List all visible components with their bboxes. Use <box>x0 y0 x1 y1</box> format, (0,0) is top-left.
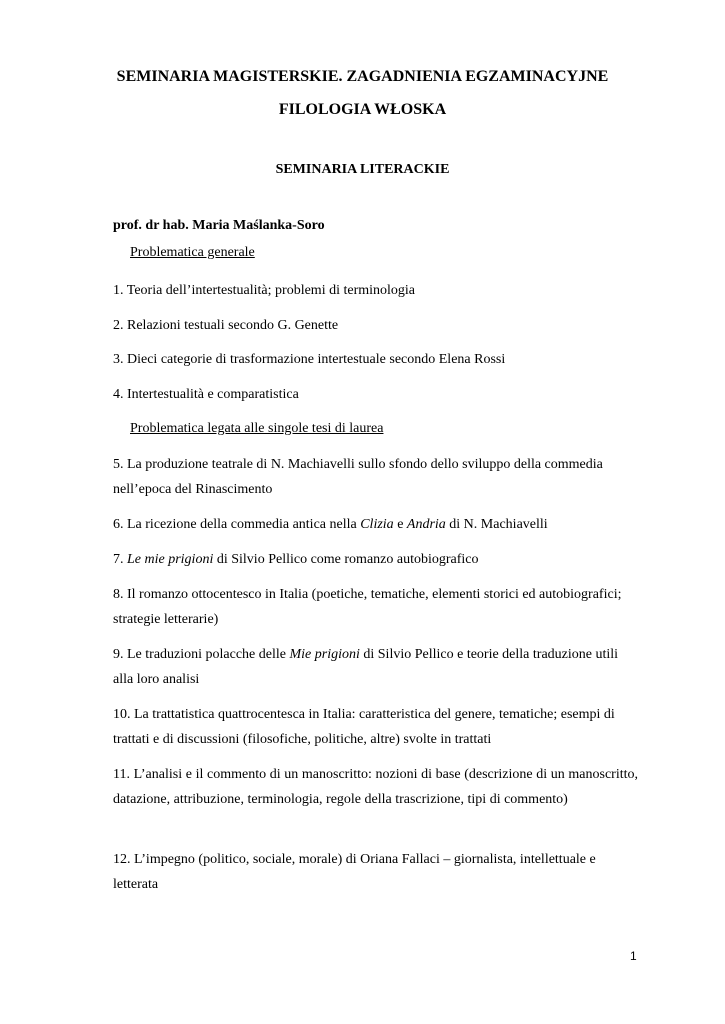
list-item-7-text-c: di Silvio Pellico come romanzo autobiografico <box>213 552 479 567</box>
list-item-6-title-clizia: Clizia <box>360 517 394 532</box>
list-item-2: 2. Relazioni testuali secondo G. Genette <box>113 318 339 333</box>
list-item-9-text-c: di Silvio Pellico e teorie della traduzione utili alla loro analisi <box>113 647 619 687</box>
document-title-line2: FILOLOGIA WŁOSKA <box>278 101 447 118</box>
subsection-thesis: Problematica legata alle singole tesi di laurea <box>130 421 384 436</box>
list-item-5: 5. La produzione teatrale di N. Machiavelli sullo sfondo dello sviluppo della commedia nell’epoca del Rinascimento <box>113 457 603 497</box>
page-number: 1 <box>630 949 637 963</box>
subsection-general: Problematica generale <box>130 245 255 260</box>
list-item-6 <box>113 512 638 537</box>
list-item-7-text-a: 7. <box>113 552 127 567</box>
list-item-12: 12. L’impegno (politico, sociale, morale) di Oriana Fallaci – giornalista, intellettuale e letterata <box>113 852 596 892</box>
list-item-9-title: Mie prigioni <box>289 647 360 662</box>
list-item-11: 11. L’analisi e il commento di un manoscritto: nozioni di base (descrizione di un manoscritto, datazione, attribuzione, terminologia, regole della trascrizione, tipi di commento) <box>113 767 638 807</box>
list-item-6-text-c: e <box>393 517 407 532</box>
list-item-6-text-a: 6. La ricezione della commedia antica nella <box>113 517 361 532</box>
list-item-1: 1. Teoria dell’intertestualità; problemi di terminologia <box>113 283 416 298</box>
professor-name: prof. dr hab. Maria Maślanka-Soro <box>113 218 325 233</box>
list-item-6-text-e: di N. Machiavelli <box>445 517 548 532</box>
section-title: SEMINARIA LITERACKIE <box>275 162 450 177</box>
list-item-7 <box>113 547 638 572</box>
document-title-line1: SEMINARIA MAGISTERSKIE. ZAGADNIENIA EGZAMINACYJNE <box>116 68 609 85</box>
list-item-9-text-a: 9. Le traduzioni polacche delle <box>113 647 290 662</box>
list-item-8: 8. Il romanzo ottocentesco in Italia (poetiche, tematiche, elementi storici ed autobiografici; strategie letterarie) <box>113 587 622 627</box>
list-item-10: 10. La trattatistica quattrocentesca in Italia: caratteristica del genere, tematiche; esempi di trattati e di discussioni (filosofiche, politiche, altre) svolte in trattati <box>113 707 615 747</box>
list-item-3: 3. Dieci categorie di trasformazione intertestuale secondo Elena Rossi <box>113 352 506 367</box>
list-item-6-title-andria: Andria <box>406 517 446 532</box>
list-item-4: 4. Intertestualità e comparatistica <box>113 387 299 402</box>
list-item-9 <box>113 642 638 692</box>
list-item-7-title: Le mie prigioni <box>127 552 214 567</box>
